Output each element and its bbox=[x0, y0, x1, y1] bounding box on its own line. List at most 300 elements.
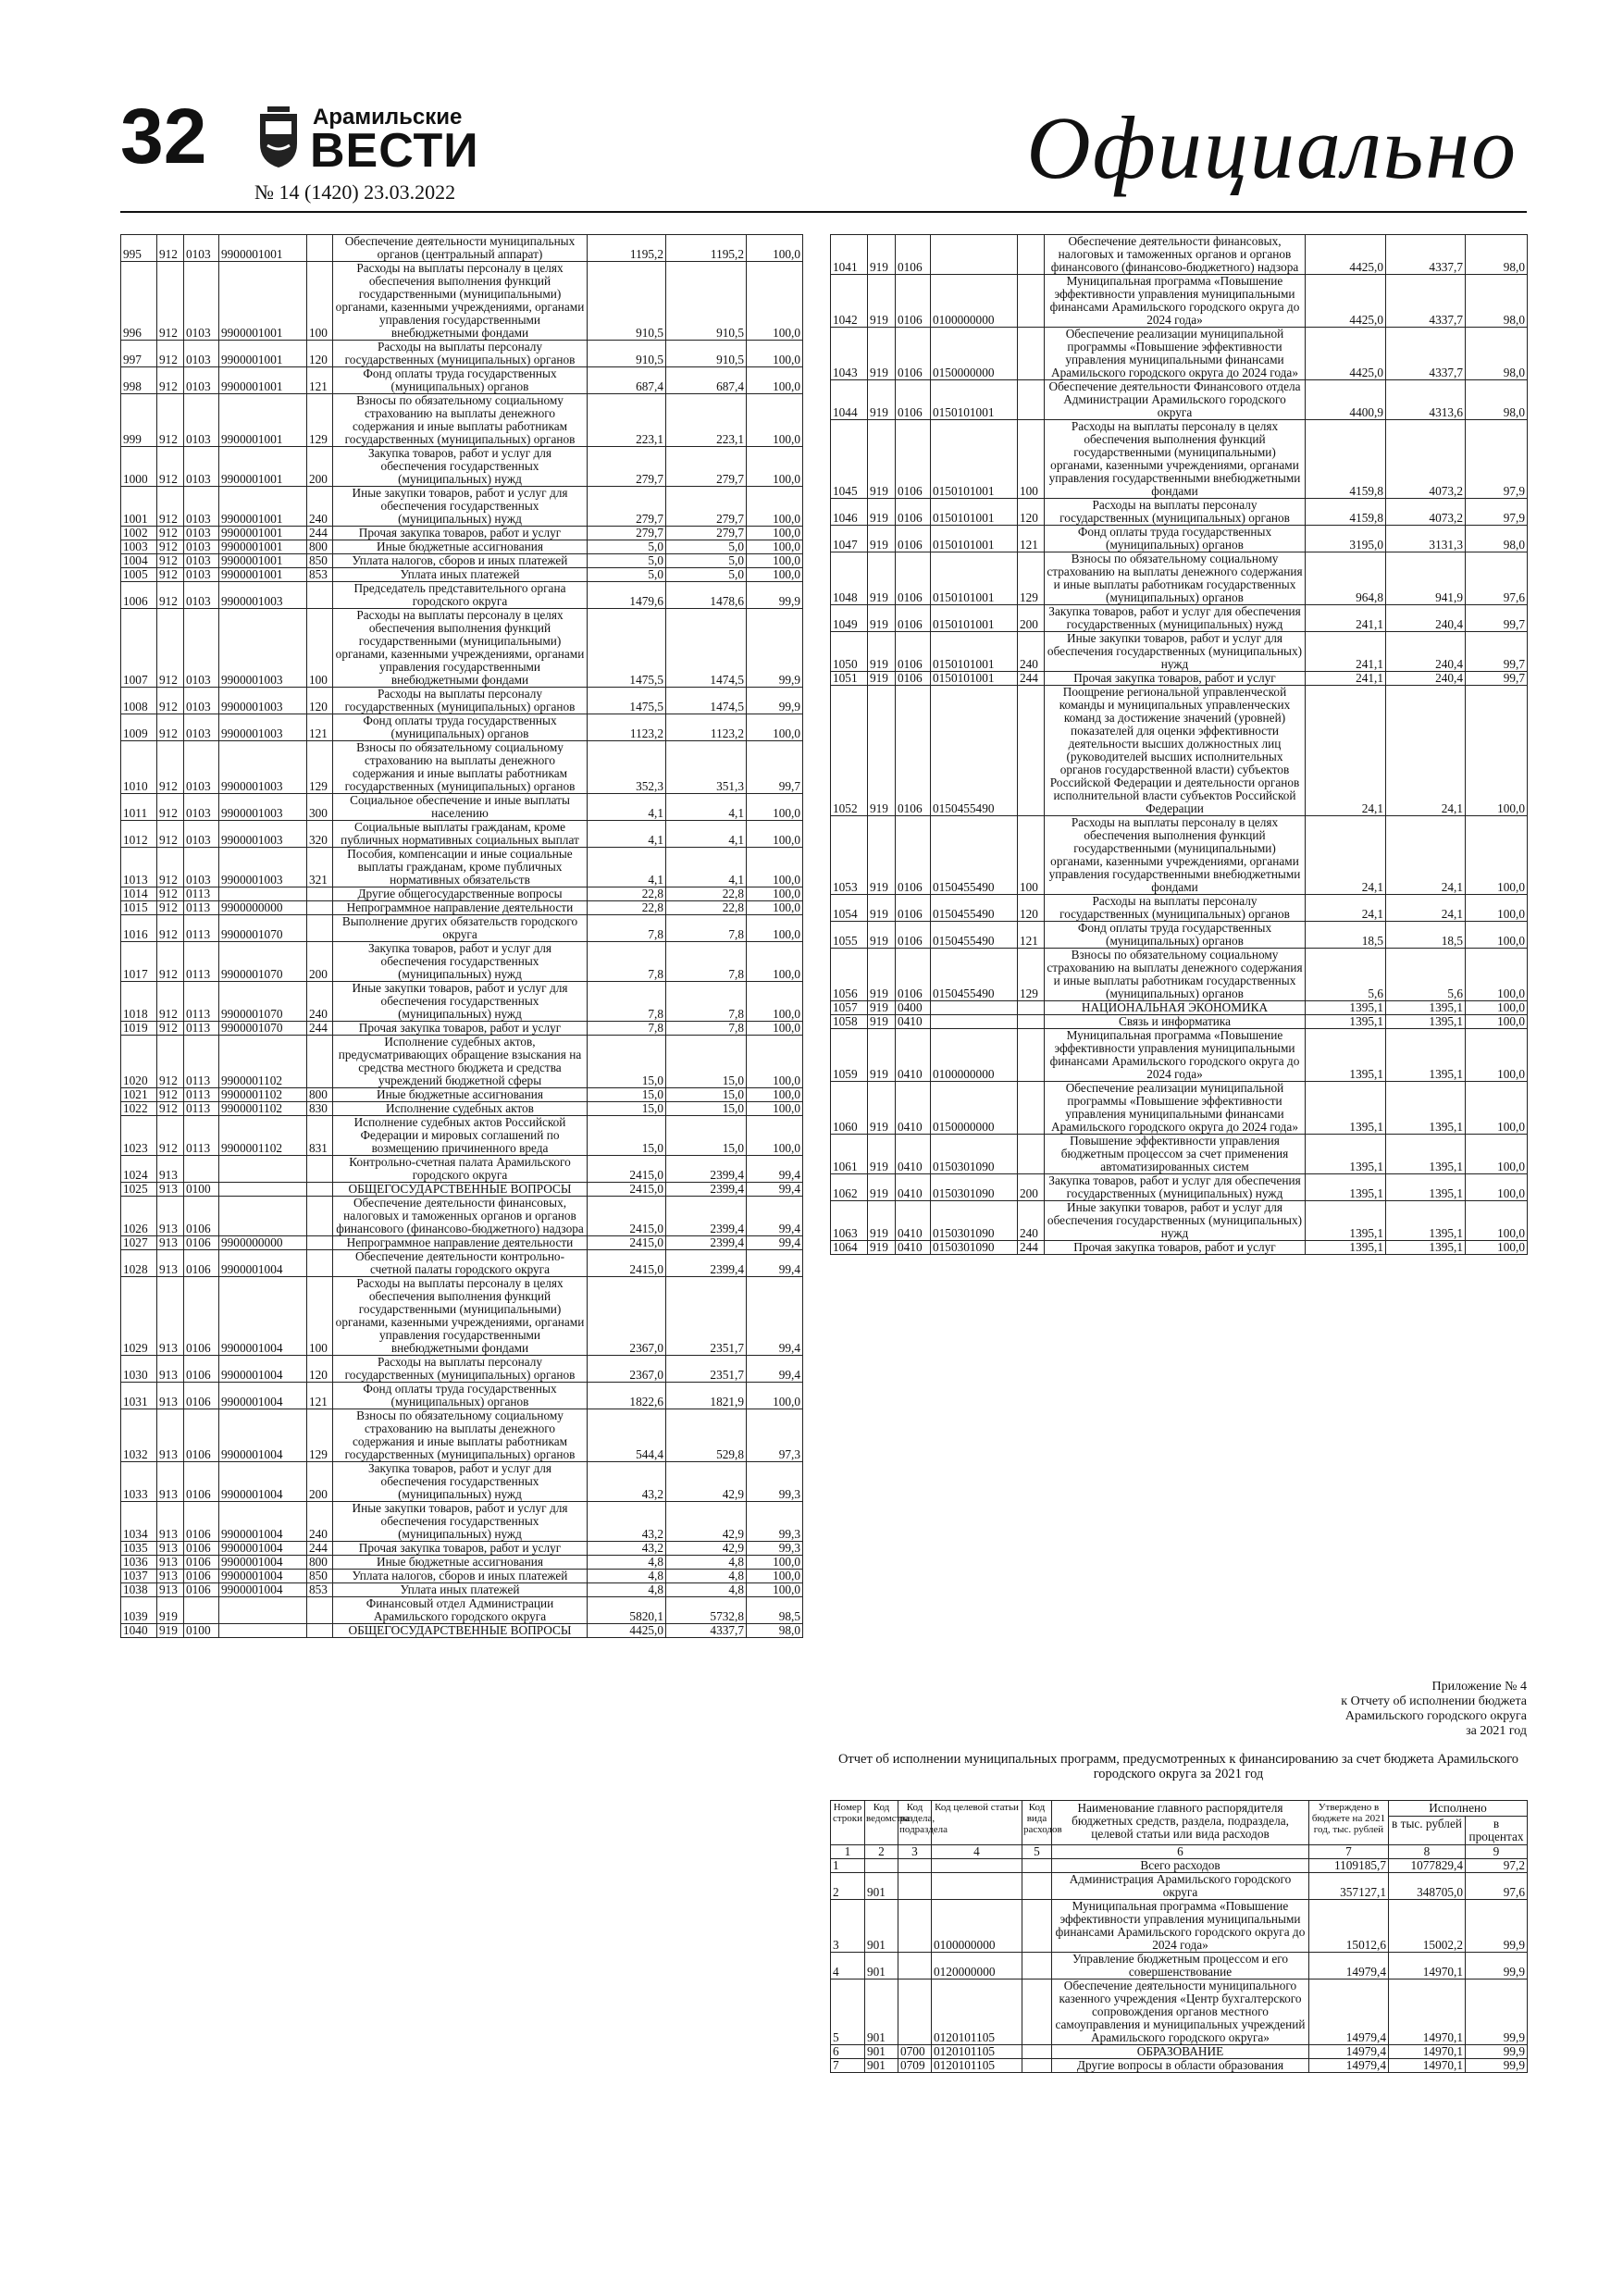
table-cell: 0103 bbox=[184, 394, 219, 447]
table-cell: 99,4 bbox=[747, 1156, 803, 1183]
table-cell: 1474,5 bbox=[666, 609, 747, 688]
table-cell bbox=[932, 1859, 1022, 1873]
table-cell: 0120101105 bbox=[932, 2045, 1022, 2059]
table-cell bbox=[1018, 1082, 1045, 1135]
table-row bbox=[831, 1082, 1528, 1135]
table-cell: 129 bbox=[1018, 949, 1045, 1001]
table-cell: 0150101001 bbox=[931, 632, 1018, 672]
table-row bbox=[121, 915, 803, 942]
table-cell: Связь и информатика bbox=[1045, 1015, 1306, 1029]
table-cell: 1063 bbox=[831, 1201, 868, 1241]
table-cell: 1055 bbox=[831, 922, 868, 949]
table-cell: 1038 bbox=[121, 1583, 157, 1597]
table-cell: 0113 bbox=[184, 887, 219, 901]
table-row bbox=[831, 895, 1528, 922]
table-cell bbox=[1022, 2045, 1052, 2059]
table-cell: 912 bbox=[157, 1022, 184, 1036]
table-cell bbox=[307, 1624, 333, 1638]
table-cell: 99,3 bbox=[747, 1462, 803, 1502]
table-cell: 100,0 bbox=[1466, 1135, 1528, 1174]
table-cell: 912 bbox=[157, 1102, 184, 1116]
table-cell: 912 bbox=[157, 942, 184, 982]
table-cell: Фонд оплаты труда государственных (муниципальных) органов bbox=[333, 714, 588, 741]
table-cell: 2399,4 bbox=[666, 1183, 747, 1197]
table-cell: 4337,7 bbox=[1386, 235, 1466, 275]
table-row bbox=[121, 447, 803, 487]
table-cell: 0103 bbox=[184, 848, 219, 887]
table-row bbox=[831, 949, 1528, 1001]
table-cell: 1020 bbox=[121, 1036, 157, 1088]
table-cell: 1004 bbox=[121, 554, 157, 568]
table-row bbox=[121, 582, 803, 609]
table-row bbox=[831, 816, 1528, 895]
table-cell: 100,0 bbox=[1466, 922, 1528, 949]
table-cell: 9900001004 bbox=[219, 1583, 307, 1597]
table-cell: 0106 bbox=[184, 1250, 219, 1277]
table-cell: 0150101001 bbox=[931, 672, 1018, 686]
table-cell: 919 bbox=[868, 895, 896, 922]
table-row bbox=[831, 552, 1528, 605]
table-cell: 3195,0 bbox=[1306, 526, 1386, 552]
table-cell: 4313,6 bbox=[1386, 380, 1466, 420]
table-cell: 99,9 bbox=[1466, 2059, 1528, 2073]
table-cell bbox=[307, 901, 333, 915]
table-cell: 919 bbox=[868, 1174, 896, 1201]
table-cell bbox=[1022, 1859, 1052, 1873]
table-cell: 15,0 bbox=[666, 1102, 747, 1116]
table-cell: 912 bbox=[157, 394, 184, 447]
table-cell: 912 bbox=[157, 447, 184, 487]
table-cell: 240 bbox=[307, 1502, 333, 1542]
table-cell: 15002,2 bbox=[1389, 1900, 1466, 1953]
table-cell: 919 bbox=[868, 686, 896, 816]
appendix-line: за 2021 год bbox=[1466, 1724, 1527, 1738]
table-row bbox=[121, 1250, 803, 1277]
table-row bbox=[121, 887, 803, 901]
table-cell: Обеспечение деятельности муниципальных органов (центральный аппарат) bbox=[333, 235, 588, 262]
table-cell bbox=[1022, 1873, 1052, 1900]
table-cell: 1022 bbox=[121, 1102, 157, 1116]
table-cell: 913 bbox=[157, 1250, 184, 1277]
table-row bbox=[831, 2059, 1528, 2073]
table-cell: 4425,0 bbox=[1306, 275, 1386, 328]
table-cell: 0100 bbox=[184, 1624, 219, 1638]
table-cell: 912 bbox=[157, 527, 184, 540]
table-cell: 9900001001 bbox=[219, 568, 307, 582]
table-cell: 1010 bbox=[121, 741, 157, 794]
table-cell: 9900001004 bbox=[219, 1462, 307, 1502]
table-cell: 1058 bbox=[831, 1015, 868, 1029]
table-cell: 14970,1 bbox=[1389, 1953, 1466, 1980]
table-cell: 1027 bbox=[121, 1236, 157, 1250]
table-cell: 1042 bbox=[831, 275, 868, 328]
masthead bbox=[120, 93, 1527, 217]
table-cell: 919 bbox=[868, 949, 896, 1001]
table-cell: 1051 bbox=[831, 672, 868, 686]
table-cell: 24,1 bbox=[1306, 895, 1386, 922]
table-cell: 1005 bbox=[121, 568, 157, 582]
table-cell: 100,0 bbox=[1466, 816, 1528, 895]
table-cell: 100,0 bbox=[747, 1088, 803, 1102]
table-cell: 9900001003 bbox=[219, 714, 307, 741]
table-cell: 853 bbox=[307, 568, 333, 582]
table-cell: 9900001004 bbox=[219, 1277, 307, 1356]
table-cell: 14979,4 bbox=[1309, 2059, 1389, 2073]
table-cell: 15,0 bbox=[666, 1036, 747, 1088]
table-cell: 1031 bbox=[121, 1383, 157, 1409]
table-cell: 9900001102 bbox=[219, 1036, 307, 1088]
table-cell: Председатель представительного органа городского округа bbox=[333, 582, 588, 609]
table-cell: Муниципальная программа «Повышение эффективности управления муниципальными финансами Арамильского городского округа до 2024 года» bbox=[1045, 275, 1306, 328]
table-cell: 121 bbox=[307, 1383, 333, 1409]
table-cell: 99,9 bbox=[1466, 1900, 1528, 1953]
table-cell: 1009 bbox=[121, 714, 157, 741]
table-cell: 98,0 bbox=[1466, 380, 1528, 420]
table-cell: 100,0 bbox=[1466, 1174, 1528, 1201]
table-cell: Исполнение судебных актов, предусматривающих обращение взыскания на средства местного бюджета и средства учреждений бюджетной сферы bbox=[333, 1036, 588, 1088]
table-cell: Взносы по обязательному социальному страхованию на выплаты денежного содержания и иные выплаты работникам государственных (муниципальных) органов bbox=[333, 1409, 588, 1462]
table-cell: ОБЩЕГОСУДАРСТВЕННЫЕ ВОПРОСЫ bbox=[333, 1183, 588, 1197]
table-cell: 1061 bbox=[831, 1135, 868, 1174]
table-cell: 919 bbox=[868, 1241, 896, 1255]
table-cell: 100 bbox=[1018, 420, 1045, 499]
table-cell: 2415,0 bbox=[588, 1197, 666, 1236]
table-cell: 999 bbox=[121, 394, 157, 447]
table-cell: 100 bbox=[307, 609, 333, 688]
table-cell: 1054 bbox=[831, 895, 868, 922]
table-cell: 913 bbox=[157, 1383, 184, 1409]
table-cell: 100,0 bbox=[1466, 1082, 1528, 1135]
table-cell: 200 bbox=[307, 1462, 333, 1502]
table-cell: 200 bbox=[307, 447, 333, 487]
table-cell: Социальное обеспечение и иные выплаты населению bbox=[333, 794, 588, 821]
table-cell: 0410 bbox=[896, 1029, 931, 1082]
table-cell: 15,0 bbox=[666, 1116, 747, 1156]
table-cell bbox=[898, 1980, 932, 2045]
table-cell: 99,7 bbox=[1466, 632, 1528, 672]
table-cell: 912 bbox=[157, 915, 184, 942]
table-cell: 0103 bbox=[184, 714, 219, 741]
table-cell: 912 bbox=[157, 741, 184, 794]
table-cell: 1395,1 bbox=[1386, 1201, 1466, 1241]
table-cell: 200 bbox=[307, 942, 333, 982]
table-cell: 1017 bbox=[121, 942, 157, 982]
table-cell: 998 bbox=[121, 367, 157, 394]
table-cell: 100,0 bbox=[747, 527, 803, 540]
table-cell: 0410 bbox=[896, 1201, 931, 1241]
table-cell bbox=[1022, 1980, 1052, 2045]
table-cell: 800 bbox=[307, 540, 333, 554]
table-cell: 7,8 bbox=[588, 982, 666, 1022]
table-cell: Иные закупки товаров, работ и услуг для обеспечения государственных (муниципальных) нужд bbox=[333, 1502, 588, 1542]
table-row bbox=[121, 794, 803, 821]
report-title: Отчет об исполнении муниципальных программ, предусмотренных к финансированию за счет бюджета Арамильского городского округа за 2021 год bbox=[837, 1752, 1519, 1781]
table-cell: 0150101001 bbox=[931, 552, 1018, 605]
table-cell: 912 bbox=[157, 1116, 184, 1156]
table-cell: 200 bbox=[1018, 605, 1045, 632]
table-cell: Прочая закупка товаров, работ и услуг bbox=[333, 1022, 588, 1036]
table-row bbox=[121, 901, 803, 915]
table-cell: 1047 bbox=[831, 526, 868, 552]
table-cell: 912 bbox=[157, 582, 184, 609]
table-cell: 5,0 bbox=[588, 568, 666, 582]
table-cell: 4073,2 bbox=[1386, 420, 1466, 499]
table-cell: 0103 bbox=[184, 367, 219, 394]
page-number: 32 bbox=[120, 93, 207, 180]
table-cell bbox=[307, 1036, 333, 1088]
table-cell: Расходы на выплаты персоналу в целях обеспечения выполнения функций государственными (муниципальными) органами, казенными учреждениями, органами управления государственными внебюджетными фондами bbox=[333, 262, 588, 341]
table-row bbox=[121, 1036, 803, 1088]
table-cell: 5,0 bbox=[588, 554, 666, 568]
table-cell: 919 bbox=[868, 420, 896, 499]
table-cell: 100 bbox=[307, 1277, 333, 1356]
table-cell: 919 bbox=[868, 1082, 896, 1135]
table-cell: 1039 bbox=[121, 1597, 157, 1624]
table-cell bbox=[898, 1873, 932, 1900]
table-cell bbox=[1018, 686, 1045, 816]
table-cell: 0103 bbox=[184, 688, 219, 714]
table-cell: 0150455490 bbox=[931, 816, 1018, 895]
table-cell: 913 bbox=[157, 1583, 184, 1597]
table-cell: 9900001001 bbox=[219, 262, 307, 341]
table-row bbox=[831, 686, 1528, 816]
table-cell: 0103 bbox=[184, 741, 219, 794]
table-cell: 1011 bbox=[121, 794, 157, 821]
table-cell: 1013 bbox=[121, 848, 157, 887]
table-cell: 100,0 bbox=[747, 554, 803, 568]
table-cell: 912 bbox=[157, 341, 184, 367]
table-cell: 99,4 bbox=[747, 1277, 803, 1356]
table-cell: 1043 bbox=[831, 328, 868, 380]
table-cell: 24,1 bbox=[1306, 816, 1386, 895]
table-cell: 15,0 bbox=[588, 1088, 666, 1102]
table-row bbox=[831, 499, 1528, 526]
table-cell: 9900001004 bbox=[219, 1383, 307, 1409]
table-cell: 42,9 bbox=[666, 1502, 747, 1542]
table-cell: 1034 bbox=[121, 1502, 157, 1542]
table-cell: 1123,2 bbox=[588, 714, 666, 741]
table-cell: 0410 bbox=[896, 1135, 931, 1174]
table-cell bbox=[898, 1900, 932, 1953]
column-number: 9 bbox=[1466, 1845, 1528, 1859]
table-cell: 1032 bbox=[121, 1409, 157, 1462]
table-row bbox=[121, 1597, 803, 1624]
table-cell bbox=[307, 1183, 333, 1197]
table-cell: 99,7 bbox=[1466, 605, 1528, 632]
table-cell bbox=[1022, 2059, 1052, 2073]
table-cell: Финансовый отдел Администрации Арамильского городского округа bbox=[333, 1597, 588, 1624]
table-cell: 1059 bbox=[831, 1029, 868, 1082]
table-cell: 0106 bbox=[184, 1356, 219, 1383]
table-cell: 99,4 bbox=[747, 1197, 803, 1236]
table-cell: 9900001001 bbox=[219, 367, 307, 394]
table-cell: 0106 bbox=[184, 1409, 219, 1462]
table-cell: 9900001070 bbox=[219, 1022, 307, 1036]
table-cell: 300 bbox=[307, 794, 333, 821]
table-cell: 687,4 bbox=[666, 367, 747, 394]
table-cell: 1474,5 bbox=[666, 688, 747, 714]
table-cell: 687,4 bbox=[588, 367, 666, 394]
table-cell: 5,0 bbox=[666, 554, 747, 568]
table-cell: 0150455490 bbox=[931, 895, 1018, 922]
appendix-line: Арамильского городского округа bbox=[1344, 1709, 1527, 1723]
table-cell: 129 bbox=[307, 394, 333, 447]
table-cell: 43,2 bbox=[588, 1462, 666, 1502]
table-cell: 912 bbox=[157, 487, 184, 527]
table-cell: 99,7 bbox=[747, 741, 803, 794]
table-row bbox=[121, 688, 803, 714]
table-cell: 240,4 bbox=[1386, 672, 1466, 686]
table-cell: 919 bbox=[868, 605, 896, 632]
table-cell: 100,0 bbox=[747, 821, 803, 848]
table-cell: 919 bbox=[868, 328, 896, 380]
table-cell: 0120101105 bbox=[932, 2059, 1022, 2073]
table-cell: 2351,7 bbox=[666, 1277, 747, 1356]
table-cell: 100,0 bbox=[747, 887, 803, 901]
table-cell: 0106 bbox=[896, 526, 931, 552]
table-cell: Непрограммное направление деятельности bbox=[333, 1236, 588, 1250]
table-cell: 9900001001 bbox=[219, 554, 307, 568]
table-cell: 910,5 bbox=[666, 262, 747, 341]
col-header-executed: Исполнено bbox=[1389, 1801, 1528, 1817]
table-cell: 2399,4 bbox=[666, 1197, 747, 1236]
table-cell bbox=[219, 887, 307, 901]
table-cell: 22,8 bbox=[666, 901, 747, 915]
table-cell: 9900001003 bbox=[219, 821, 307, 848]
table-cell bbox=[307, 1597, 333, 1624]
table-cell: 912 bbox=[157, 714, 184, 741]
table-cell: 100,0 bbox=[1466, 686, 1528, 816]
table-cell: 15,0 bbox=[588, 1036, 666, 1088]
table-cell: 14979,4 bbox=[1309, 1980, 1389, 2045]
table-cell: 912 bbox=[157, 848, 184, 887]
table-cell: 321 bbox=[307, 848, 333, 887]
table-cell: 1049 bbox=[831, 605, 868, 632]
table-cell: 244 bbox=[307, 527, 333, 540]
table-cell: 244 bbox=[1018, 672, 1045, 686]
table-cell bbox=[1022, 1953, 1052, 1980]
table-row bbox=[831, 1029, 1528, 1082]
table-cell: 1064 bbox=[831, 1241, 868, 1255]
table-cell: 912 bbox=[157, 982, 184, 1022]
table-cell: 9900001003 bbox=[219, 741, 307, 794]
table-cell: Уплата налогов, сборов и иных платежей bbox=[333, 1570, 588, 1583]
table-cell: 0410 bbox=[896, 1241, 931, 1255]
table-cell: 913 bbox=[157, 1409, 184, 1462]
table-cell: 100,0 bbox=[747, 568, 803, 582]
table-cell: 240 bbox=[1018, 1201, 1045, 1241]
table-cell: 1060 bbox=[831, 1082, 868, 1135]
table-cell: 9900001004 bbox=[219, 1409, 307, 1462]
brand-name-top: Арамильские bbox=[313, 105, 463, 130]
table-cell: 912 bbox=[157, 887, 184, 901]
table-cell: 912 bbox=[157, 688, 184, 714]
table-cell: 0106 bbox=[896, 949, 931, 1001]
table-cell: 0106 bbox=[896, 895, 931, 922]
table-cell: 0113 bbox=[184, 1022, 219, 1036]
table-cell bbox=[307, 1236, 333, 1250]
table-cell: Расходы на выплаты персоналу государственных (муниципальных) органов bbox=[333, 1356, 588, 1383]
table-cell: 1395,1 bbox=[1386, 1241, 1466, 1255]
table-cell: 200 bbox=[1018, 1174, 1045, 1201]
table-cell bbox=[1018, 1015, 1045, 1029]
table-cell: 1050 bbox=[831, 632, 868, 672]
table-cell: Фонд оплаты труда государственных (муниципальных) органов bbox=[333, 1383, 588, 1409]
table-row bbox=[121, 982, 803, 1022]
table-cell bbox=[1018, 328, 1045, 380]
col-header-expense-type: Код вида расходов bbox=[1022, 1801, 1052, 1845]
table-cell: 0113 bbox=[184, 915, 219, 942]
table-cell: 1195,2 bbox=[588, 235, 666, 262]
table-cell: 100,0 bbox=[747, 341, 803, 367]
table-cell: 850 bbox=[307, 554, 333, 568]
table-cell: 1021 bbox=[121, 1088, 157, 1102]
table-cell: 42,9 bbox=[666, 1462, 747, 1502]
table-cell: 120 bbox=[1018, 499, 1045, 526]
table-row bbox=[121, 262, 803, 341]
table-cell: 43,2 bbox=[588, 1542, 666, 1556]
table-row bbox=[121, 942, 803, 982]
table-cell: 100,0 bbox=[1466, 1001, 1528, 1015]
table-cell: 24,1 bbox=[1386, 686, 1466, 816]
table-cell: 279,7 bbox=[588, 487, 666, 527]
table-row bbox=[121, 1183, 803, 1197]
table-cell: Контрольно-счетная палата Арамильского городского округа bbox=[333, 1156, 588, 1183]
table-cell: 919 bbox=[868, 1001, 896, 1015]
table-cell: 529,8 bbox=[666, 1409, 747, 1462]
table-cell: 1056 bbox=[831, 949, 868, 1001]
table-cell: 1062 bbox=[831, 1174, 868, 1201]
table-cell: 2399,4 bbox=[666, 1156, 747, 1183]
table-cell: 0106 bbox=[896, 380, 931, 420]
table-cell: 9900001102 bbox=[219, 1102, 307, 1116]
table-cell: 2415,0 bbox=[588, 1183, 666, 1197]
table-cell: Взносы по обязательному социальному страхованию на выплаты денежного содержания и иные выплаты работникам государственных (муниципальных) органов bbox=[333, 394, 588, 447]
table-cell: 7 bbox=[831, 2059, 865, 2073]
table-cell: Закупка товаров, работ и услуг для обеспечения государственных (муниципальных) нужд bbox=[1045, 1174, 1306, 1201]
table-cell: 913 bbox=[157, 1356, 184, 1383]
table-cell: 1 bbox=[831, 1859, 865, 1873]
table-cell: 919 bbox=[868, 1029, 896, 1082]
table-cell: 9900001003 bbox=[219, 848, 307, 887]
table-cell: 4,8 bbox=[588, 1583, 666, 1597]
table-cell: Фонд оплаты труда государственных (муниципальных) органов bbox=[1045, 526, 1306, 552]
table-cell: 1479,6 bbox=[588, 582, 666, 609]
table-cell: 4,1 bbox=[666, 794, 747, 821]
table-cell: 0100000000 bbox=[931, 1029, 1018, 1082]
table-cell: 4,1 bbox=[588, 848, 666, 887]
table-cell: 919 bbox=[868, 275, 896, 328]
table-cell: 0103 bbox=[184, 568, 219, 582]
table-cell: 279,7 bbox=[666, 527, 747, 540]
table-cell: Иные бюджетные ассигнования bbox=[333, 1556, 588, 1570]
table-cell: Прочая закупка товаров, работ и услуг bbox=[1045, 672, 1306, 686]
table-cell: Закупка товаров, работ и услуг для обеспечения государственных (муниципальных) нужд bbox=[333, 1462, 588, 1502]
table-row bbox=[121, 1236, 803, 1250]
table-cell: ОБРАЗОВАНИЕ bbox=[1052, 2045, 1309, 2059]
table-cell bbox=[1018, 1001, 1045, 1015]
table-cell: Обеспечение деятельности финансовых, налоговых и таможенных органов и органов финансового (финансово-бюджетного) надзора bbox=[1045, 235, 1306, 275]
table-cell: 1395,1 bbox=[1386, 1001, 1466, 1015]
table-cell: 100,0 bbox=[747, 915, 803, 942]
table-cell: 830 bbox=[307, 1102, 333, 1116]
table-cell: 2367,0 bbox=[588, 1277, 666, 1356]
col-header-target: Код целевой статьи bbox=[932, 1801, 1022, 1845]
table-cell: 99,9 bbox=[747, 582, 803, 609]
table-row bbox=[121, 1583, 803, 1597]
column-number: 3 bbox=[898, 1845, 932, 1859]
table-cell: 9900000000 bbox=[219, 901, 307, 915]
